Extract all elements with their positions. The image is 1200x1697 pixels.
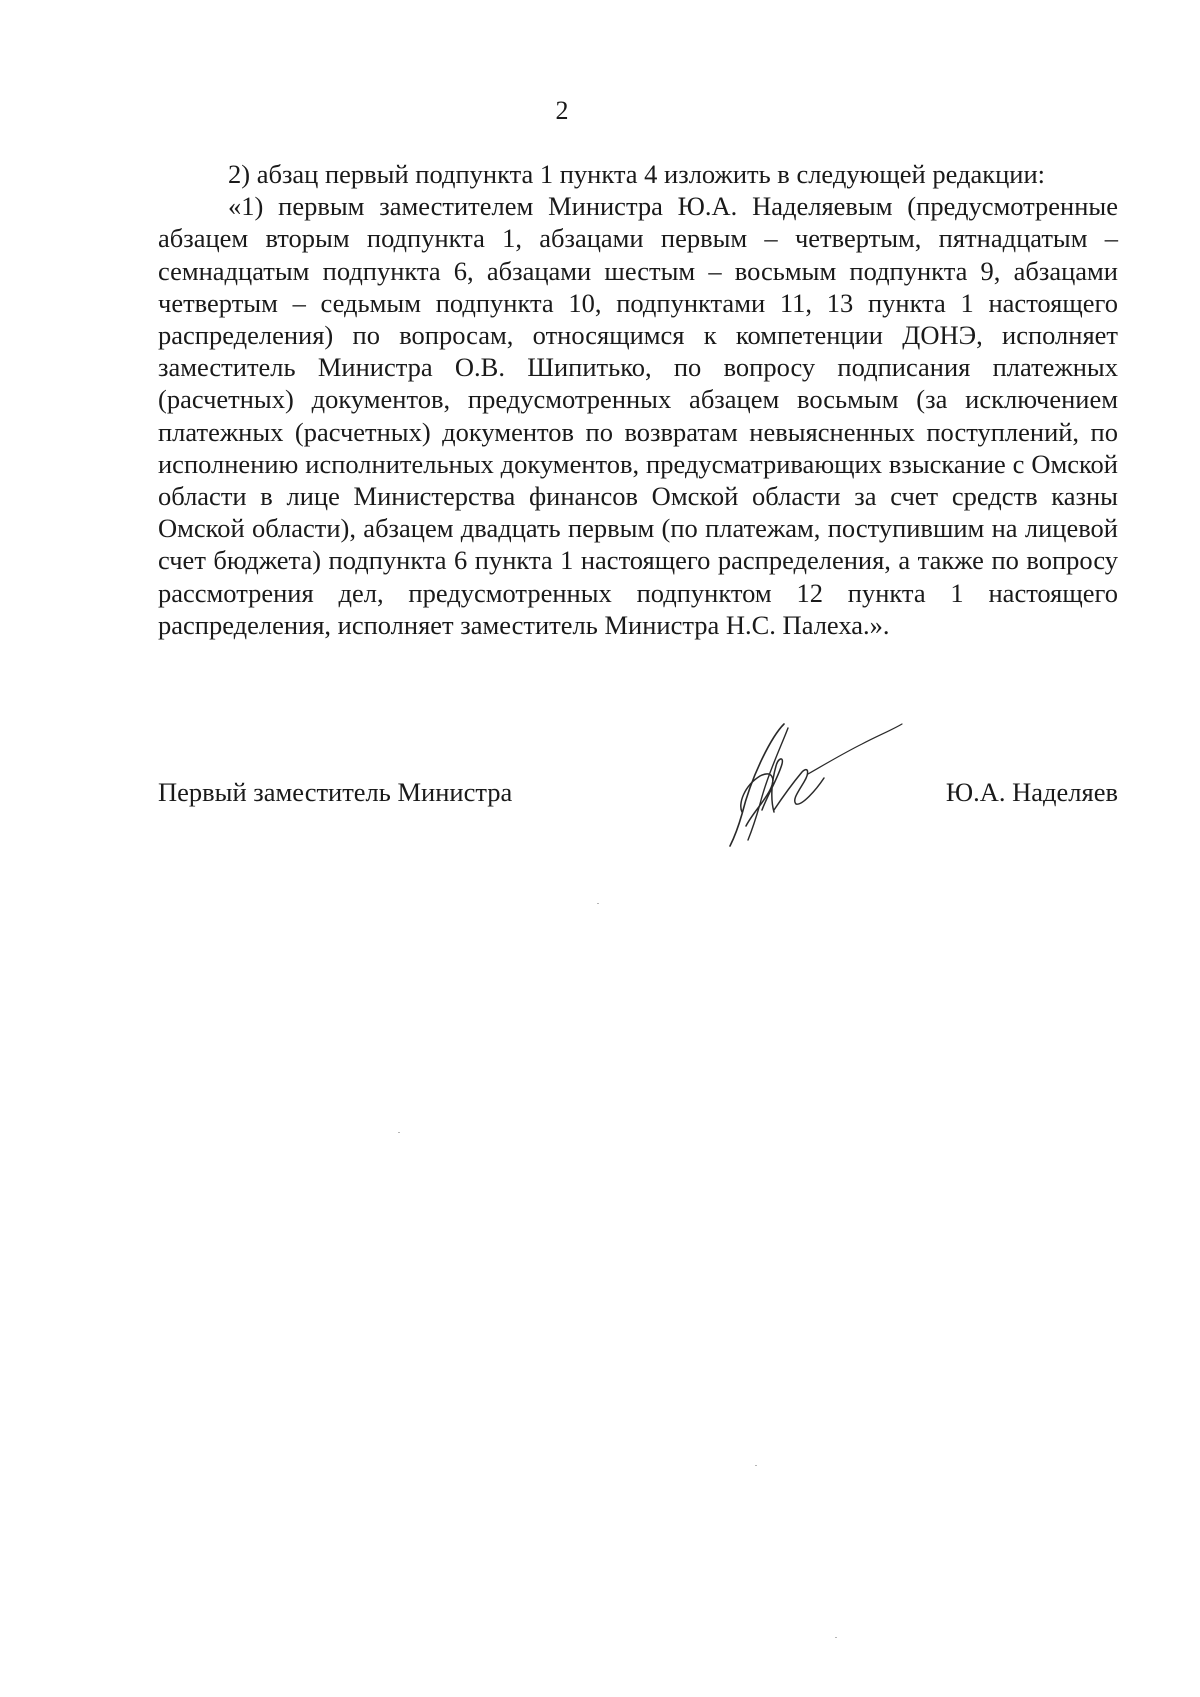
- scan-speck: [597, 903, 599, 904]
- scan-speck: [755, 1465, 757, 1466]
- scan-speck: [835, 1637, 837, 1638]
- signatory-position: Первый заместитель Министра: [158, 777, 513, 807]
- page-number: 2: [555, 96, 569, 125]
- paragraph-amendment-text: «1) первым заместителем Министра Ю.А. Наделяевым (предусмотренные абзацем вторым подпункта 1, абзацами первым – четвертым, пятнадцатым – семнадцатым подпункта 6, абзацами шестым – восьмым подпункта 9, абзацами четвертым – седьмым подпункта 10, подпунктами 11, 13 пункта 1 настоящего распределения) по вопросам, относящимся к компетенции ДОНЭ, исполняет заместитель Министра О.В. Шипитько, по вопросу подписания платежных (расчетных) документов, предусмотренных абзацем восьмым (за исключением платежных (расчетных) документов по возвратам невыясненных поступлений, по исполнению исполнительных документов, предусматривающих взыскание с Омской области в лице Министерства финансов Омской области за счет средств казны Омской области), абзацем двадцать первым (по платежам, поступившим на лицевой счет бюджета) подпункта 6 пункта 1 настоящего распределения, а также по вопросу рассмотрения дел, предусмотренных подпунктом 12 пункта 1 настоящего распределения, исполняет заместитель Министра Н.С. Палеха.».: [158, 191, 1118, 640]
- signatory-name: Ю.А. Наделяев: [945, 777, 1118, 807]
- scan-speck: [398, 1132, 400, 1133]
- paragraph-amendment-intro: 2) абзац первый подпункта 1 пункта 4 изложить в следующей редакции:: [228, 159, 1046, 189]
- handwritten-signature-icon: [712, 714, 912, 850]
- document-body: [158, 158, 1118, 641]
